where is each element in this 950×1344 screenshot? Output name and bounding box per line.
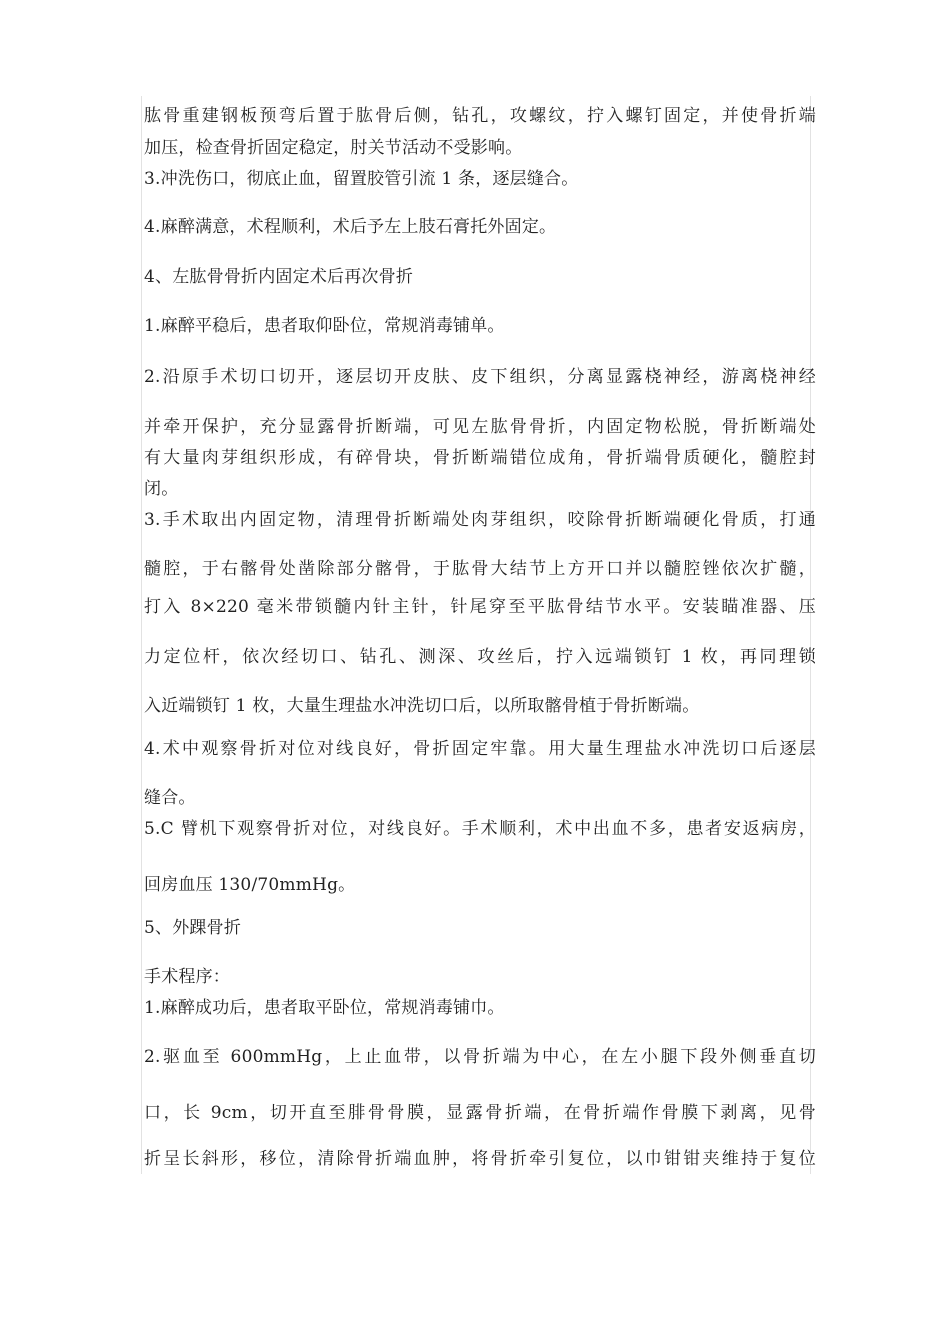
- text-line: 2.驱血至 600mmHg，上止血带，以骨折端为中心，在左小腿下段外侧垂直切: [144, 1047, 816, 1067]
- section-heading: 4、左肱骨骨折内固定术后再次骨折: [144, 267, 414, 287]
- text-line: 4.术中观察骨折对位对线良好，骨折固定牢靠。用大量生理盐水冲洗切口后逐层: [144, 739, 816, 759]
- text-line: 4.麻醉满意，术程顺利，术后予左上肢石膏托外固定。: [144, 217, 557, 237]
- text-line: 折呈长斜形，移位，清除骨折端血肿，将骨折牵引复位，以巾钳钳夹维持于复位: [144, 1149, 816, 1169]
- text-line: 3.手术取出内固定物，清理骨折断端处肉芽组织，咬除骨折断端硬化骨质，打通: [144, 510, 816, 530]
- text-line: 5.C 臂机下观察骨折对位，对线良好。手术顺利，术中出血不多，患者安返病房，: [144, 819, 816, 839]
- section-heading: 5、外踝骨折: [144, 918, 242, 938]
- text-line: 力定位杆，依次经切口、钻孔、测深、攻丝后，拧入远端锁钉 1 枚，再同理锁: [144, 647, 816, 667]
- text-line: 有大量肉芽组织形成，有碎骨块，骨折断端错位成角，骨折端骨质硬化，髓腔封: [144, 448, 816, 468]
- text-line: 髓腔，于右髂骨处凿除部分髂骨，于肱骨大结节上方开口并以髓腔锉依次扩髓，: [144, 559, 816, 579]
- text-line: 缝合。: [144, 788, 196, 808]
- text-line: 手术程序：: [144, 967, 230, 987]
- text-line: 肱骨重建钢板预弯后置于肱骨后侧，钻孔，攻螺纹，拧入螺钉固定，并使骨折端: [144, 106, 816, 126]
- text-line: 闭。: [144, 479, 179, 499]
- text-line: 加压，检查骨折固定稳定，肘关节活动不受影响。: [144, 138, 523, 158]
- text-line: 打入 8×220 毫米带锁髓内针主针，针尾穿至平肱骨结节水平。安装瞄准器、压: [144, 597, 816, 617]
- text-line: 3.冲洗伤口，彻底止血，留置胶管引流 1 条，逐层缝合。: [144, 169, 579, 189]
- text-line: 回房血压 130/70mmHg。: [144, 875, 356, 895]
- text-line: 1.麻醉平稳后，患者取仰卧位，常规消毒铺单。: [144, 316, 505, 336]
- text-line: 并牵开保护，充分显露骨折断端，可见左肱骨骨折，内固定物松脱，骨折断端处: [144, 417, 816, 437]
- text-line: 2.沿原手术切口切开，逐层切开皮肤、皮下组织，分离显露桡神经，游离桡神经: [144, 367, 816, 387]
- text-line: 口，长 9cm，切开直至腓骨骨膜，显露骨折端，在骨折端作骨膜下剥离，见骨: [144, 1103, 816, 1123]
- text-line: 入近端锁钉 1 枚，大量生理盐水冲洗切口后，以所取髂骨植于骨折断端。: [144, 696, 700, 716]
- text-line: 1.麻醉成功后，患者取平卧位，常规消毒铺巾。: [144, 998, 505, 1018]
